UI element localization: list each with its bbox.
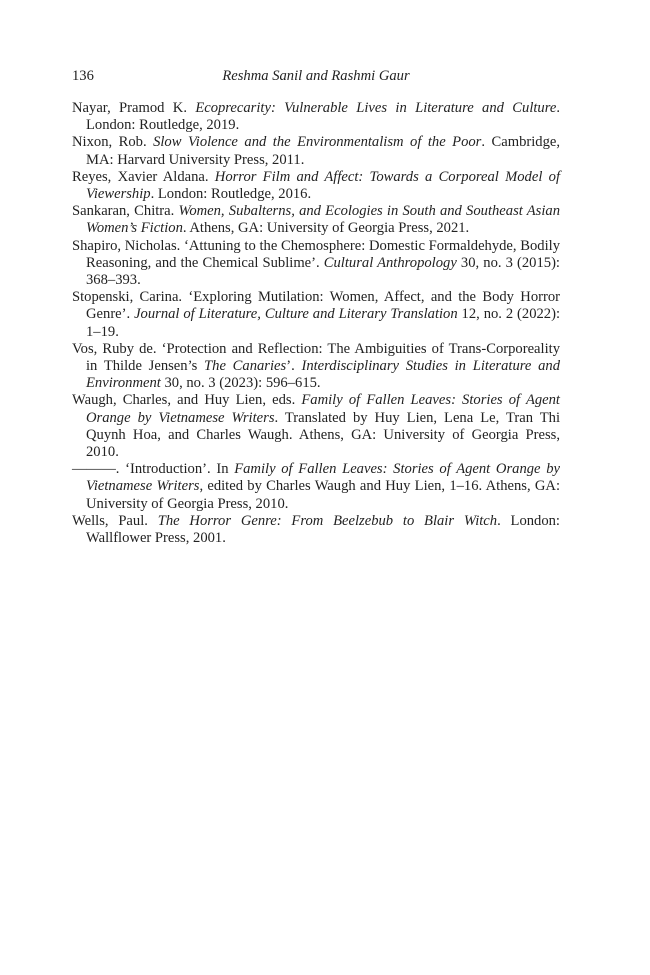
- running-head-authors: Reshma Sanil and Rashmi Gaur: [222, 68, 410, 84]
- reference-text: Wells, Paul.: [72, 512, 158, 529]
- reference-text: . Athens, GA: University of Georgia Press, 2021.: [182, 220, 470, 237]
- reference-text: Nayar, Pramod K.: [72, 100, 196, 116]
- reference-entry: [72, 392, 560, 461]
- reference-title-text: Ecoprecarity: Vulnerable Lives in Literature and Culture: [195, 100, 557, 116]
- reference-list: [72, 100, 560, 547]
- reference-text: . Cambridge, MA: Harvard University Press, 2011.: [86, 134, 561, 168]
- reference-text: Sankaran, Chitra.: [72, 203, 179, 220]
- reference-text: 30, no. 3 (2023): 596–615.: [160, 375, 321, 392]
- reference-entry: [72, 238, 560, 290]
- reference-title-text: Women, Subalterns, and Ecologies in South and Southeast Asian Women’s Fiction: [86, 203, 560, 237]
- reference-entry: [72, 341, 560, 393]
- reference-text: Shapiro, Nicholas. ‘Attuning to the Chemosphere: Domestic Formaldehyde, Bodily Reasoning, and the Chemical Sublime’.: [72, 237, 560, 271]
- reference-text: Reyes, Xavier Aldana.: [72, 168, 215, 185]
- reference-text: 30, no. 3 (2015): 368–393.: [86, 254, 560, 289]
- reference-entry: [72, 169, 560, 203]
- reference-entry: [72, 134, 560, 168]
- reference-title-text: The Canaries: [204, 358, 287, 375]
- reference-text: . London: Wallflower Press, 2001.: [86, 512, 560, 547]
- reference-text: ’.: [286, 358, 302, 375]
- running-head: [72, 68, 560, 88]
- reference-text: Stopenski, Carina. ‘Exploring Mutilation: Women, Affect, and the Body Horror Genre’.: [72, 289, 560, 323]
- reference-text: ———. ‘Introduction’. In: [72, 461, 235, 478]
- reference-text: 12, no. 2 (2022): 1–19.: [86, 306, 561, 340]
- reference-text: . Translated by Huy Lien, Lena Le, Tran Thi Quynh Hoa, and Charles Waugh. Athens, GA: University of Georgia Press, 2010.: [86, 409, 560, 461]
- reference-entry: [72, 461, 560, 513]
- reference-title-text: Slow Violence and the Environmentalism of the Poor: [153, 134, 482, 151]
- reference-entry: [72, 289, 560, 341]
- reference-text: . London: Routledge, 2016.: [150, 186, 312, 203]
- reference-title-text: The Horror Genre: From Beelzebub to Blair Witch: [157, 512, 498, 529]
- reference-entry: [72, 100, 560, 134]
- reference-title-text: Cultural Anthropology: [323, 254, 457, 271]
- reference-title-text: Family of Fallen Leaves: Stories of Agent Orange by Vietnamese Writers: [86, 461, 560, 495]
- reference-title-text: Horror Film and Affect: Towards a Corporeal Model of Viewership: [86, 168, 561, 203]
- reference-text: , edited by Charles Waugh and Huy Lien, 1–16. Athens, GA: University of Georgia Press, 2010.: [86, 478, 560, 512]
- reference-title-text: Interdisciplinary Studies in Literature and Environment: [86, 358, 560, 392]
- reference-text: Waugh, Charles, and Huy Lien, eds.: [72, 392, 302, 409]
- reference-text: Vos, Ruby de. ‘Protection and Reflection: The Ambiguities of Trans-Corporeality in Thilde Jensen’s: [72, 340, 560, 375]
- page-number: 136: [72, 68, 94, 84]
- reference-text: Nixon, Rob.: [72, 134, 154, 151]
- reference-title-text: Journal of Literature, Culture and Literary Translation: [134, 306, 458, 323]
- reference-entry: [72, 513, 560, 547]
- reference-title-text: Family of Fallen Leaves: Stories of Agent Orange by Vietnamese Writers: [86, 392, 560, 426]
- reference-entry: [72, 203, 560, 237]
- reference-text: . London: Routledge, 2019.: [86, 100, 560, 134]
